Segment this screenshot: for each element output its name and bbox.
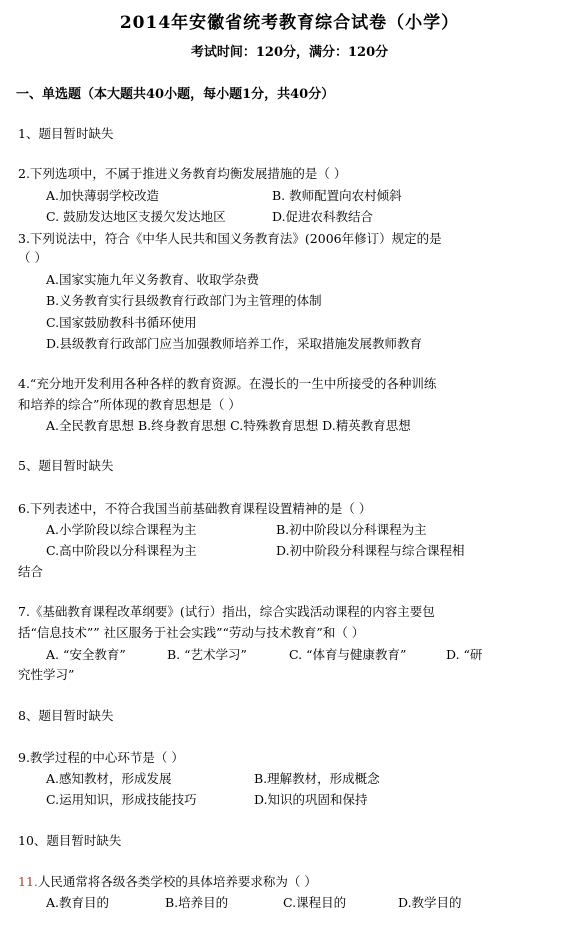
question-6-option-d-cont: 结合 <box>18 564 44 579</box>
question-7-option-d: D. “研 <box>446 647 483 662</box>
question-7-stem-cont: 括“信息技术”” 社区服务于社会实践”“劳动与技术教育”和（ ） <box>18 625 365 640</box>
question-6-stem: 6.下列表述中，不符合我国当前基础教育课程设置精神的是（ ） <box>18 501 372 516</box>
question-9-option-a: A.感知教材，形成发展 <box>46 771 172 786</box>
question-7-option-c: C. “体育与健康教育” <box>289 647 407 662</box>
question-6-option-a: A.小学阶段以综合课程为主 <box>46 522 197 537</box>
question-2-stem: 2.下列选项中，不属于推进义务教育均衡发展措施的是（ ） <box>18 166 347 181</box>
question-2-option-c: C. 鼓励发达地区支援欠发达地区 <box>46 209 226 224</box>
question-6-option-d: D.初中阶段分科课程与综合课程相 <box>276 543 465 558</box>
question-11-stem-text: 人民通常将各级各类学校的具体培养要求称为（ ） <box>37 874 317 889</box>
question-9-stem: 9.教学过程的中心环节是（ ） <box>18 750 184 765</box>
question-4-options: A.全民教育思想 B.终身教育思想 C.特殊教育思想 D.精英教育思想 <box>46 418 411 433</box>
question-3-option-c: C.国家鼓励教科书循环使用 <box>46 315 197 330</box>
exam-subtitle: 考试时间：120分，满分：120分 <box>190 45 389 60</box>
question-3-option-d: D.县级教育行政部门应当加强教师培养工作，采取措施发展教师教育 <box>46 336 423 351</box>
question-7-stem: 7.《基础教育课程改革纲要》(试行）指出，综合实践活动课程的内容主要包 <box>18 604 435 619</box>
question-9-option-d: D.知识的巩固和保持 <box>254 792 368 807</box>
question-11-option-d: D.教学目的 <box>398 895 462 910</box>
question-3-option-b: B.义务教育实行县级教育行政部门为主管理的体制 <box>46 293 322 308</box>
section-heading: 一、单选题（本大题共40小题，每小题1分，共40分） <box>16 87 335 102</box>
question-11-option-a: A.教育目的 <box>46 895 110 910</box>
question-3-stem-cont: （ ） <box>18 250 47 265</box>
question-7-option-d-cont: 究性学习” <box>18 667 75 682</box>
question-3-stem: 3.下列说法中，符合《中华人民共和国义务教育法》(2006年修订）规定的是 <box>18 231 442 246</box>
question-2-option-a: A.加快薄弱学校改造 <box>46 188 160 203</box>
question-11-option-c: C.课程目的 <box>283 895 347 910</box>
question-7-option-a: A. “安全教育” <box>46 647 126 662</box>
question-6-option-b: B.初中阶段以分科课程为主 <box>276 522 427 537</box>
question-11-stem <box>18 874 317 890</box>
question-4-stem: 4.“充分地开发利用各种各样的教育资源。在漫长的一生中所接受的各种训练 <box>18 376 437 391</box>
question-1: 1、题目暂时缺失 <box>18 126 114 141</box>
question-5: 5、题目暂时缺失 <box>18 458 114 473</box>
exam-title: 2014年安徽省统考教育综合试卷（小学） <box>119 13 460 33</box>
question-9-option-c: C.运用知识，形成技能技巧 <box>46 792 197 807</box>
question-9-option-b: B.理解教材，形成概念 <box>254 771 380 786</box>
question-7-option-b: B. “艺术学习” <box>167 647 247 662</box>
question-3-option-a: A.国家实施九年义务教育、收取学杂费 <box>46 272 260 287</box>
question-11-number: 11. <box>18 874 38 889</box>
question-2-option-d: D.促进农科教结合 <box>272 209 374 224</box>
question-4-stem-cont: 和培养的综合”所体现的教育思想是（ ） <box>18 397 241 412</box>
question-8: 8、题目暂时缺失 <box>18 708 114 723</box>
question-2-option-b: B. 教师配置向农村倾斜 <box>272 188 402 203</box>
question-10: 10、题目暂时缺失 <box>18 833 122 848</box>
question-11-option-b: B.培养目的 <box>165 895 229 910</box>
question-6-option-c: C.高中阶段以分科课程为主 <box>46 543 197 558</box>
